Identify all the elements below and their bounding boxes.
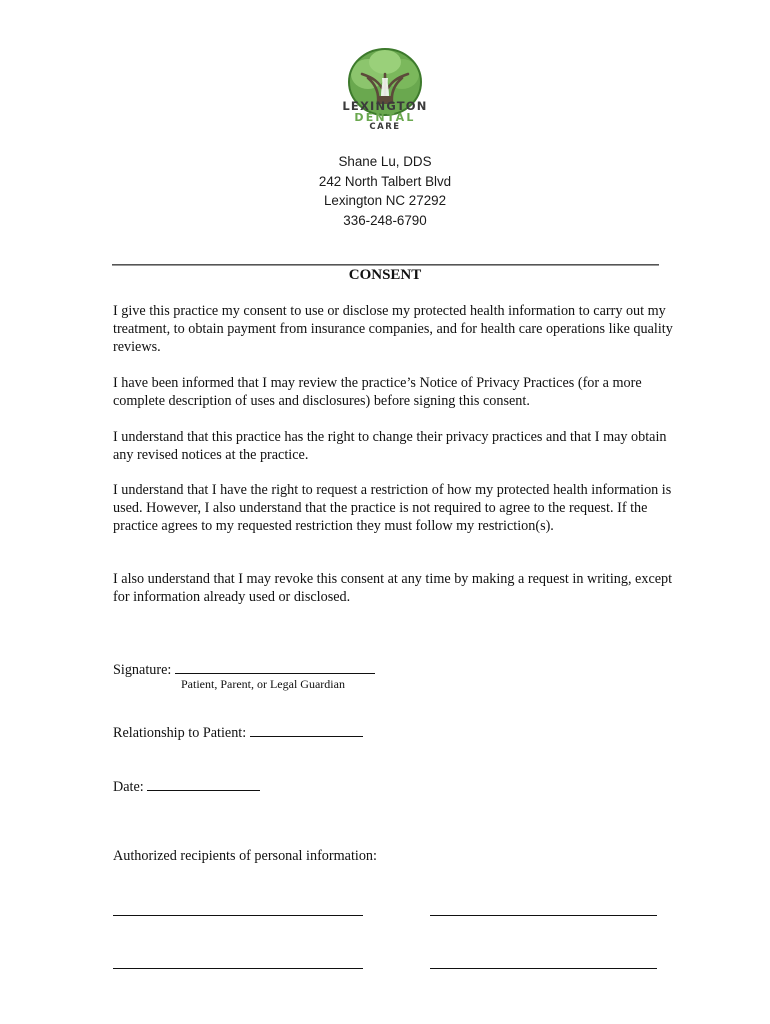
recipient-field-1[interactable] — [113, 915, 363, 916]
recipient-field-2[interactable] — [430, 915, 657, 916]
consent-paragraph-4: I understand that I have the right to request a restriction of how my protected health information is used. However, I also understand that the practice is not required to agree to the request. If the practice agrees to my requested restriction they must follow my restriction(s). — [113, 482, 672, 534]
relationship-label: Relationship to Patient: — [113, 725, 247, 741]
recipient-field-3[interactable] — [113, 968, 363, 969]
consent-paragraph-5: I also understand that I may revoke this consent at any time by making a request in writing, except for information already used or disclosed. — [113, 571, 673, 605]
logo-line-3: CARE — [369, 122, 401, 132]
logo-line-1: LEXINGTON — [342, 99, 428, 113]
signature-field[interactable] — [175, 660, 375, 674]
recipients-label: Authorized recipients of personal information: — [113, 848, 377, 864]
date-label: Date: — [113, 779, 144, 795]
date-field[interactable] — [147, 777, 260, 791]
consent-paragraph-3: I understand that this practice has the right to change their privacy practices and that I may obtain any revised notices at the practice. — [113, 429, 667, 463]
header-divider — [112, 264, 659, 266]
practice-street: 242 North Talbert Blvd — [318, 173, 452, 189]
practice-phone: 336-248-6790 — [343, 212, 427, 228]
practice-address — [235, 152, 535, 230]
signature-label: Signature: — [113, 662, 172, 678]
practice-city: Lexington NC 27292 — [323, 193, 447, 208]
consent-paragraph-2: I have been informed that I may review the practice’s Notice of Privacy Practices (for a more complete description of uses and disclosures) before signing this consent. — [113, 375, 642, 409]
consent-paragraph-1: I give this practice my consent to use or disclose my protected health information to carry out my treatment, to obtain payment from insurance companies, and for health care operations like quality reviews. — [113, 303, 673, 355]
relationship-field[interactable] — [250, 723, 363, 737]
document-title: CONSENT — [348, 267, 422, 283]
logo-wordmark — [300, 101, 470, 132]
signature-caption: Patient, Parent, or Legal Guardian — [181, 677, 345, 691]
recipient-field-4[interactable] — [430, 968, 657, 969]
logo-line-2: DENTAL — [354, 111, 416, 124]
practice-name: Shane Lu, DDS — [338, 154, 432, 169]
date-row — [113, 777, 260, 796]
relationship-row — [113, 723, 363, 742]
